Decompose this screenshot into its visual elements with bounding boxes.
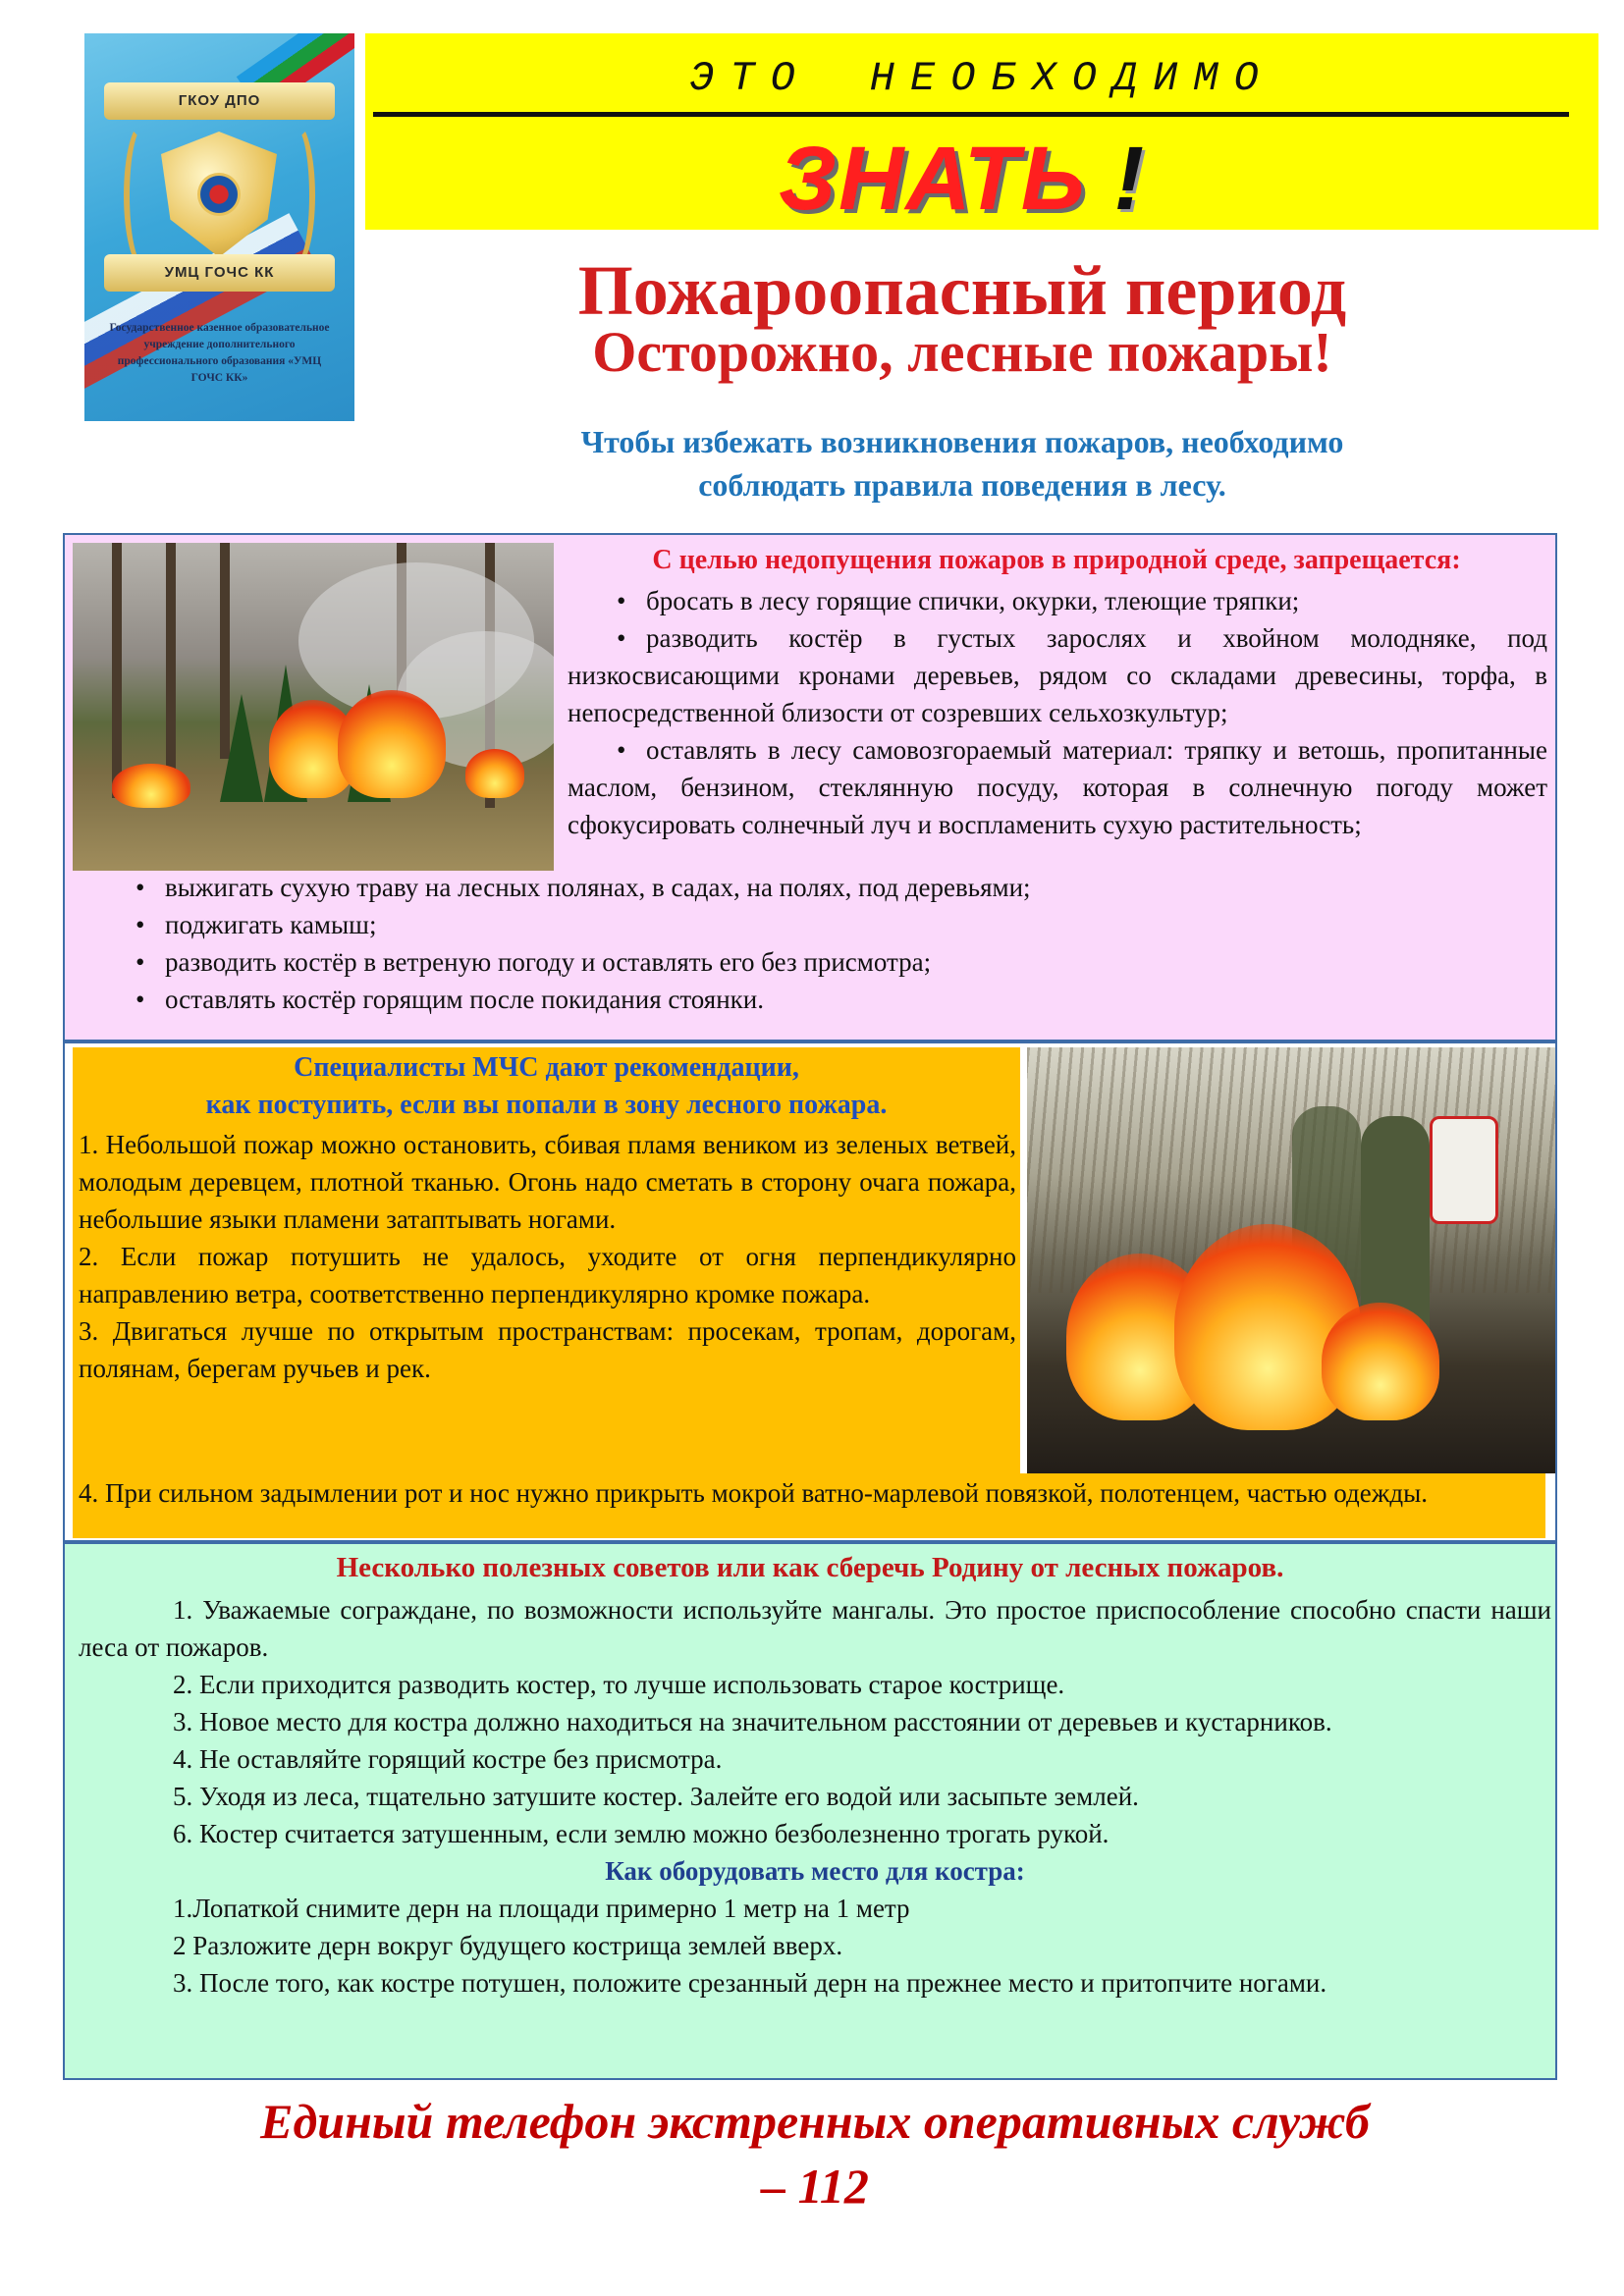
header-rule (373, 112, 1569, 117)
list-item: 3. Двигаться лучше по открытым пространствам: просекам, тропам, дорогам, полянам, берегам ручьев и рек. (79, 1316, 1016, 1383)
forest-fire-photo (73, 543, 554, 871)
header-word-1: ЭТО (689, 55, 811, 102)
list-item: 5. Уходя из леса, тщательно затушите костер. Залейте его водой или засыпьте землей. (173, 1782, 1139, 1811)
section-mchs-recommendations (63, 1041, 1557, 1542)
bullet-icon: • (135, 910, 145, 939)
footer-line-1: Единый телефон экстренных оперативных служб (260, 2094, 1370, 2149)
section-prohibitions (63, 533, 1557, 1041)
recommendations-heading: Специалисты МЧС дают рекомендации, как поступить, если вы попали в зону лесного пожара. (205, 1052, 888, 1120)
list-item: 2. Если пожар потушить не удалось, уходите от огня перпендикулярно направлению ветра, соответственно перпендикулярно кромке пожара. (79, 1242, 1016, 1308)
list-item: 1.Лопаткой снимите дерн на площади примерно 1 метр на 1 метр (173, 1894, 910, 1923)
section-useful-tips (63, 1542, 1557, 2080)
header-line-1 (365, 55, 1598, 102)
list-item: • разводить костёр в густых зарослях и хвойном молодняке, под низкосвисающими кронами деревьев, рядом со складами древесины, торфа, в непосредственной близости от созревших сельхозкультур; (568, 619, 1547, 731)
list-item: • поджигать камыш; (135, 906, 1549, 943)
logo-caption: Государственное казенное образовательное учреждение дополнительного профессионального образования «УМЦ ГОЧС КК» (109, 322, 330, 384)
bullet-icon: • (135, 947, 145, 977)
logo-banner-bottom: УМЦ ГОЧС КК (104, 254, 335, 292)
list-item: 2. Если приходится разводить костер, то лучше использовать старое кострище. (173, 1670, 1065, 1699)
recommendations-list (79, 1126, 1016, 1387)
list-item: • оставлять в лесу самовозгораемый материал: тряпку и ветошь, пропитанные маслом, бензином, стеклянную посуду, которая в солнечную погоду может сфокусировать солнечный луч и воспламенить сухую растительность; (568, 731, 1547, 843)
list-item: • разводить костёр в ветреную погоду и оставлять его без присмотра; (135, 943, 1549, 981)
intro-line-1: Чтобы избежать возникновения пожаров, необходимо (580, 424, 1344, 459)
header-znat (365, 128, 1559, 231)
intro-text (393, 420, 1532, 507)
emblem-center-icon (197, 173, 241, 216)
list-item: 1. Уважаемые сограждане, по возможности используйте мангалы. Это простое приспособление способно спасти наши леса от пожаров. (79, 1595, 1551, 1662)
znat-word: ЗНАТЬ (778, 129, 1087, 229)
bullet-icon: • (135, 985, 145, 1014)
tips-heading: Несколько полезных советов или как сберечь Родину от лесных пожаров. (336, 1552, 1284, 1583)
list-item: 3. После того, как костре потушен, положите срезанный дерн на прежнее место и притопчите ногами. (173, 1968, 1327, 1998)
recommendation-item-4: 4. При сильном задымлении рот и нос нужно прикрыть мокрой ватно-марлевой повязкой, полотенцем, частью одежды. (79, 1478, 1429, 1508)
organization-logo (84, 33, 354, 421)
list-item: • выжигать сухую траву на лесных полянах, в садах, на полях, под деревьями; (135, 869, 1549, 906)
campfire-subheading: Как оборудовать место для костра: (605, 1856, 1025, 1886)
list-item: 6. Костер считается затушенным, если землю можно безболезненно трогать рукой. (173, 1819, 1110, 1848)
prohibitions-list-wide (135, 869, 1549, 1018)
list-item: 4. Не оставляйте горящий костре без присмотра. (173, 1744, 723, 1774)
intro-line-2: соблюдать правила поведения в лесу. (698, 467, 1226, 503)
bullet-icon: • (617, 623, 626, 653)
laurel-left-icon (124, 122, 163, 269)
tips-list (79, 1591, 1551, 2002)
list-item: • бросать в лесу горящие спички, окурки, тлеющие тряпки; (568, 582, 1547, 619)
bullet-icon: • (135, 873, 145, 902)
laurel-right-icon (276, 122, 315, 269)
prohibitions-lead: С целью недопущения пожаров в природной среде, запрещается: (652, 545, 1461, 575)
logo-banner-top: ГКОУ ДПО (104, 82, 335, 120)
list-item: 1. Небольшой пожар можно остановить, сбивая пламя веником из зеленых ветвей, молодым деревцем, плотной тканью. Огонь надо сметать в сторону очага пожара, небольшие языки пламени затаптывать ногами. (79, 1130, 1016, 1234)
prohibitions-list-right (568, 582, 1547, 843)
bullet-icon: • (617, 586, 626, 615)
list-item: 2 Разложите дерн вокруг будущего кострища землей вверх. (173, 1931, 843, 1960)
bullet-icon: • (617, 735, 626, 765)
emergency-phone-footer (79, 2089, 1551, 2218)
header-band (365, 33, 1598, 230)
page-subtitle: Осторожно, лесные пожары! (592, 320, 1332, 384)
list-item: 3. Новое место для костра должно находиться на значительном расстоянии от деревьев и кустарников. (173, 1707, 1332, 1736)
page-title: Пожароопасный период (577, 251, 1347, 330)
list-item: • оставлять костёр горящим после покидания стоянки. (135, 981, 1549, 1018)
header-word-2: НЕОБХОДИМО (869, 55, 1274, 102)
znat-exclaim: ! (1113, 129, 1147, 229)
firefighter-photo (1027, 1047, 1555, 1473)
footer-line-2: – 112 (761, 2159, 869, 2214)
